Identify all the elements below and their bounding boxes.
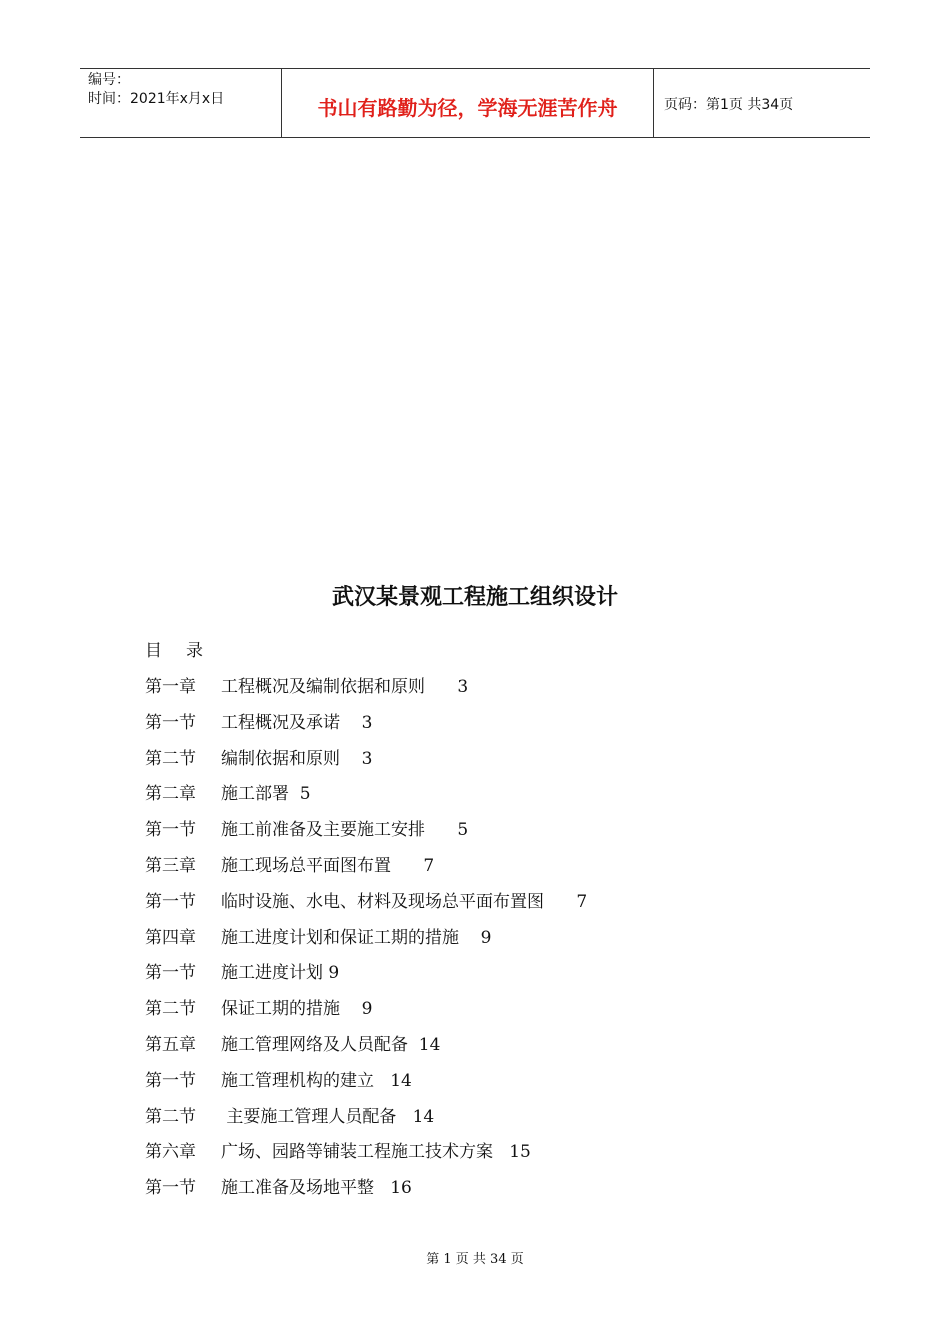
toc-entry-chapter: 第四章 (145, 927, 196, 948)
toc-entry-chapter: 第一节 (145, 963, 196, 984)
toc-entry-text: 施工进度计划和保证工期的措施 9 (221, 927, 492, 948)
toc-entry[interactable] (145, 887, 587, 923)
number-label: 编号： (88, 72, 130, 88)
document-title: 武汉某景观工程施工组织设计 (331, 585, 618, 610)
toc-entry-chapter: 第一章 (145, 677, 196, 697)
toc-entry-chapter: 第三章 (145, 855, 196, 876)
toc-entry[interactable] (145, 744, 587, 780)
toc-entry-chapter: 第五章 (145, 1034, 196, 1055)
header-meta (80, 69, 282, 137)
toc-entry[interactable] (145, 708, 587, 744)
toc-entry-chapter: 第二节 (145, 999, 196, 1020)
toc-entry-text: 施工前准备及主要施工安排 5 (221, 820, 469, 841)
toc-entry-text: 主要施工管理人员配备 14 (221, 1106, 435, 1127)
toc-entry-text: 工程概况及编制依据和原则 3 (221, 677, 469, 697)
toc-entry[interactable] (145, 815, 587, 851)
toc-entry-chapter: 第一节 (145, 820, 196, 841)
toc-entry-text: 施工部署 5 (221, 784, 311, 805)
toc-entry-text: 临时设施、水电、材料及现场总平面布置图 7 (221, 891, 588, 912)
toc-entry-chapter: 第六章 (145, 1142, 196, 1163)
toc-heading: 目录 (145, 641, 227, 661)
toc-entry[interactable] (145, 851, 587, 887)
toc-entry[interactable] (145, 958, 587, 994)
toc-entry-text: 施工管理网络及人员配备 14 (221, 1034, 441, 1055)
header-page-info: 页码：第1页 共34页 (664, 97, 794, 113)
page-footer: 第 1 页 共 34 页 (426, 1252, 524, 1267)
toc-entry-chapter: 第一节 (145, 712, 196, 733)
toc-entry[interactable] (145, 672, 587, 708)
toc-entry-text: 广场、园路等铺装工程施工技术方案 15 (221, 1142, 531, 1163)
toc-entry[interactable] (145, 779, 587, 815)
toc-entry-chapter: 第二节 (145, 748, 196, 769)
toc-entry[interactable] (145, 994, 587, 1030)
toc-entry-text: 施工进度计划 9 (221, 963, 340, 984)
toc-entry-text: 编制依据和原则 3 (221, 748, 373, 769)
time-label: 时间：2021年x月x日 (88, 91, 225, 107)
toc-entry-text: 施工准备及场地平整 16 (221, 1178, 412, 1199)
header-motto: 书山有路勤为径，学海无涯苦作舟 (282, 69, 654, 137)
page-header (80, 68, 870, 138)
toc-entry[interactable] (145, 923, 587, 959)
toc-entry-chapter: 第一节 (145, 1178, 196, 1199)
toc-entry-text: 工程概况及承诺 3 (221, 712, 373, 733)
toc-entry[interactable] (145, 1102, 587, 1138)
toc-entry[interactable] (145, 1173, 587, 1209)
toc-entry-chapter: 第二节 (145, 1106, 196, 1127)
table-of-contents (145, 672, 587, 1209)
toc-entry-text: 保证工期的措施 9 (221, 999, 373, 1020)
toc-entry[interactable] (145, 1066, 587, 1102)
toc-entry-chapter: 第一节 (145, 1070, 196, 1091)
toc-entry-chapter: 第二章 (145, 784, 196, 805)
toc-entry-text: 施工现场总平面图布置 7 (221, 855, 435, 876)
toc-entry-chapter: 第一节 (145, 891, 196, 912)
toc-entry[interactable] (145, 1137, 587, 1173)
toc-entry-text: 施工管理机构的建立 14 (221, 1070, 412, 1091)
toc-entry[interactable] (145, 1030, 587, 1066)
